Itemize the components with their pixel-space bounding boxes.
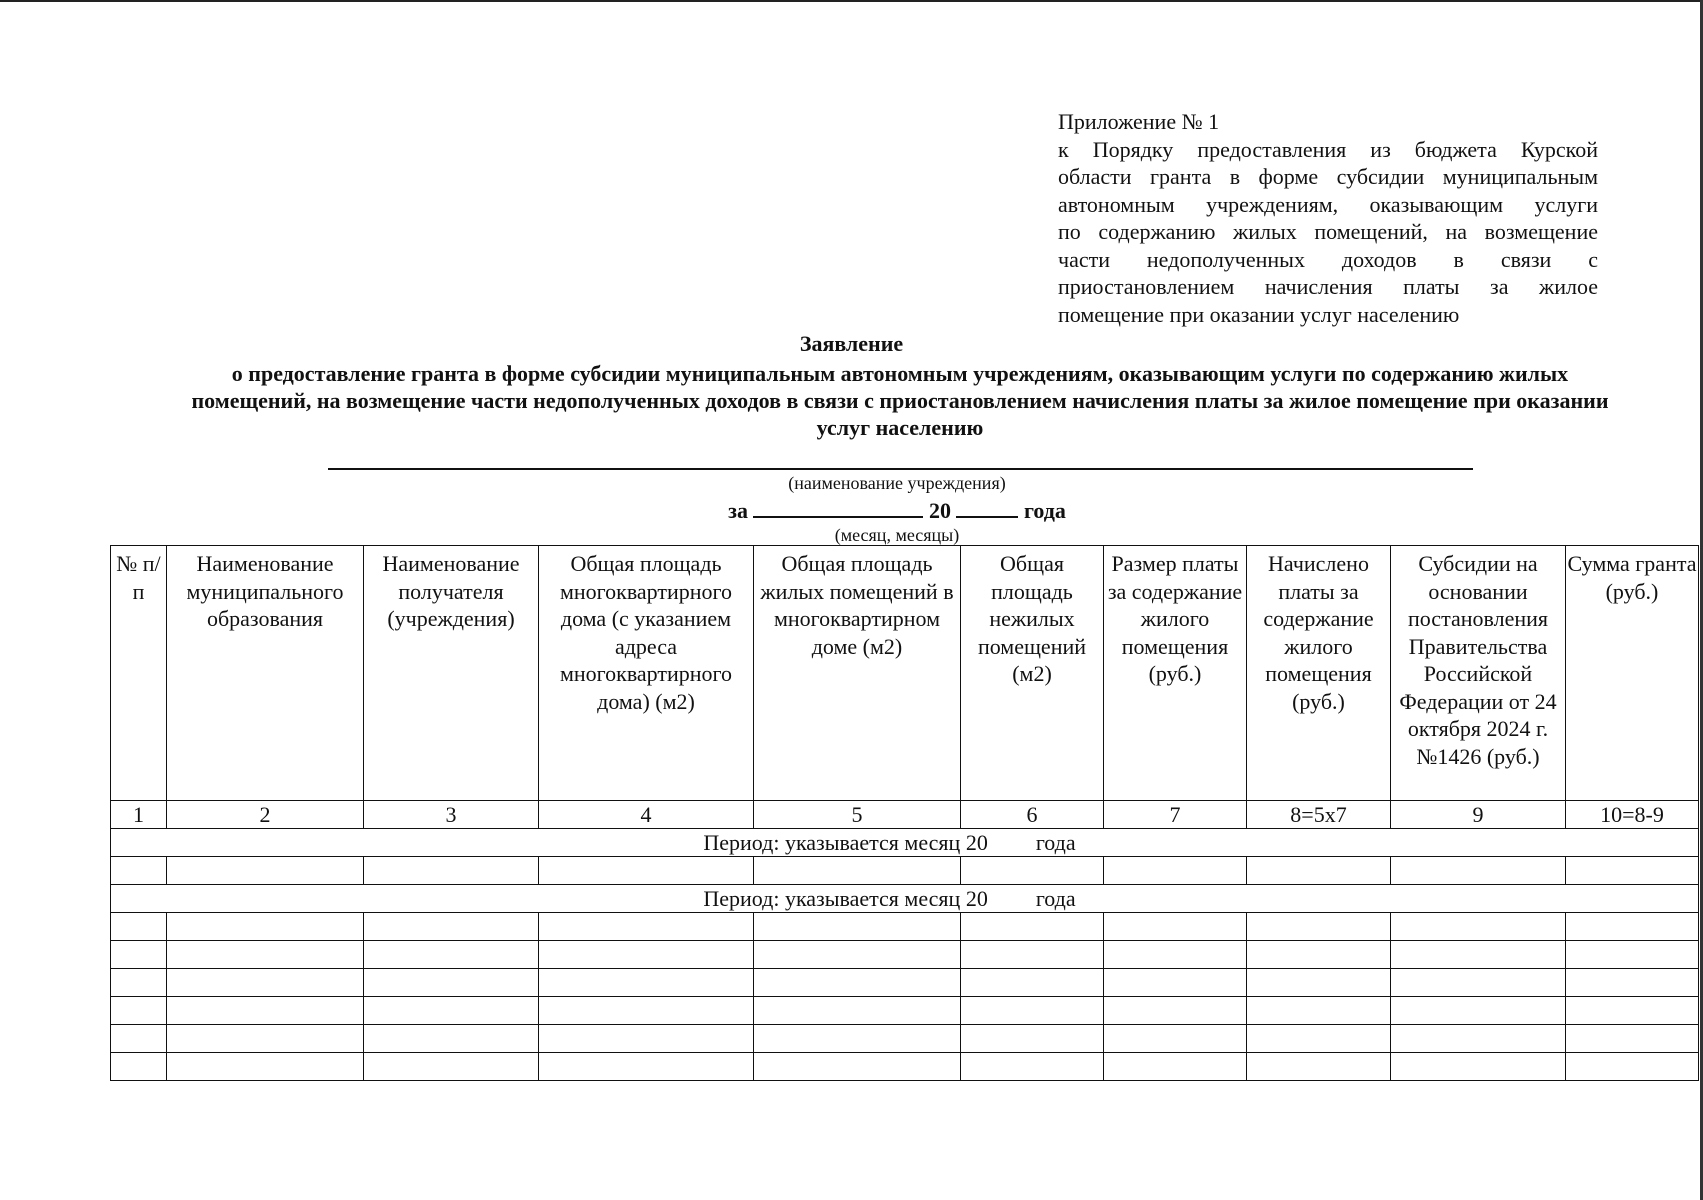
table-cell[interactable] (1247, 1053, 1391, 1081)
column-number: 9 (1391, 801, 1566, 829)
period-row-label (703, 885, 1075, 912)
table-cell[interactable] (1104, 969, 1247, 997)
table-row (111, 913, 1699, 941)
table-cell[interactable] (754, 913, 961, 941)
period-year-field[interactable] (956, 496, 1018, 518)
table-cell[interactable] (1391, 997, 1566, 1025)
period-year-prefix: 20 (928, 498, 951, 523)
institution-name-caption: (наименование учреждения) (788, 473, 1006, 493)
table-cell[interactable] (754, 969, 961, 997)
header-cell: Начислено платы за содержание жилого помещения (руб.) (1247, 546, 1391, 801)
table-cell[interactable] (961, 969, 1104, 997)
period-prefix: за (728, 498, 748, 523)
table-cell[interactable] (754, 997, 961, 1025)
table-cell[interactable] (1247, 857, 1391, 885)
table-cell[interactable] (1566, 1025, 1699, 1053)
period-row-text: Период: указывается месяц 20 (703, 830, 988, 855)
column-number: 2 (167, 801, 364, 829)
header-cell: Общая площадь многоквартирного дома (с указанием адреса многоквартирного дома) (м2) (539, 546, 754, 801)
table-cell[interactable] (1391, 913, 1566, 941)
table-cell[interactable] (1566, 941, 1699, 969)
page-border-top (0, 0, 1703, 2)
table-cell[interactable] (167, 1053, 364, 1081)
appendix-line: приостановлением начисления платы за жилое (1058, 274, 1598, 299)
table-row (111, 1025, 1699, 1053)
table-cell[interactable] (364, 857, 539, 885)
table-cell[interactable] (167, 913, 364, 941)
table-cell[interactable] (364, 1053, 539, 1081)
table-cell[interactable] (1391, 969, 1566, 997)
header-cell: Общая площадь нежилых помещений (м2) (961, 546, 1104, 801)
column-number: 3 (364, 801, 539, 829)
column-number: 10=8-9 (1566, 801, 1699, 829)
table-cell[interactable] (1566, 969, 1699, 997)
table-cell[interactable] (1104, 997, 1247, 1025)
header-cell: Общая площадь жилых помещений в многоквартирном доме (м2) (754, 546, 961, 801)
table-row (111, 857, 1699, 885)
header-cell: Размер платы за содержание жилого помещения (руб.) (1104, 546, 1247, 801)
table-cell[interactable] (1247, 1025, 1391, 1053)
grant-table (110, 545, 1699, 1081)
period-month-field[interactable] (753, 496, 923, 518)
table-cell[interactable] (961, 1053, 1104, 1081)
table-cell[interactable] (539, 941, 754, 969)
header-cell: № п/п (111, 546, 167, 801)
column-number: 5 (754, 801, 961, 829)
table-cell[interactable] (364, 941, 539, 969)
table-cell[interactable] (1566, 1053, 1699, 1081)
table-cell[interactable] (1566, 913, 1699, 941)
column-number: 8=5х7 (1247, 801, 1391, 829)
table-cell[interactable] (754, 1025, 961, 1053)
table-cell[interactable] (1247, 997, 1391, 1025)
header-cell: Наименование муниципального образования (167, 546, 364, 801)
column-number: 4 (539, 801, 754, 829)
table-cell[interactable] (167, 857, 364, 885)
table-row (111, 1053, 1699, 1081)
table-cell[interactable] (1391, 857, 1566, 885)
table-cell[interactable] (539, 857, 754, 885)
table-cell[interactable] (539, 1053, 754, 1081)
table-cell[interactable] (539, 913, 754, 941)
table-cell[interactable] (1104, 941, 1247, 969)
appendix-line: части недополученных доходов в связи с (1058, 246, 1598, 272)
period-row-label (703, 829, 1075, 856)
period-suffix: года (1023, 498, 1066, 523)
appendix-line: к Порядку предоставления из бюджета Курской (1058, 136, 1598, 162)
institution-name-field[interactable] (328, 468, 1473, 470)
header-cell: Наименование получателя (учреждения) (364, 546, 539, 801)
table-cell[interactable] (1391, 1025, 1566, 1053)
table-cell[interactable] (111, 1053, 167, 1081)
table-cell[interactable] (111, 857, 167, 885)
appendix-line: Приложение № 1 (1058, 109, 1220, 134)
table-cell[interactable] (1247, 941, 1391, 969)
table-cell[interactable] (961, 997, 1104, 1025)
period-caption: (месяц, месяцы) (834, 525, 960, 545)
document-title: Заявление (799, 331, 904, 356)
table-cell[interactable] (167, 941, 364, 969)
table-cell[interactable] (364, 913, 539, 941)
table-row (111, 941, 1699, 969)
period-row (111, 885, 1699, 913)
table-cell[interactable] (539, 969, 754, 997)
document-subtitle: о предоставление гранта в форме субсидии муниципальным автономным учреждениям, оказывающим услуги по содержанию жилых помещений, на возмещение части недополученных доходов в связи с приостановлением начисления платы за жилое помещение при оказании услуг населению (191, 361, 1609, 440)
table-cell[interactable] (111, 913, 167, 941)
table-cell[interactable] (539, 997, 754, 1025)
table-cell[interactable] (961, 941, 1104, 969)
appendix-line: помещение при оказании услуг населению (1058, 301, 1460, 327)
table-cell[interactable] (1104, 913, 1247, 941)
period-row-cell (111, 829, 1699, 857)
header-cell: Сумма гранта (руб.) (1566, 546, 1699, 801)
appendix-line: автономным учреждениям, оказывающим услуги (1058, 191, 1598, 217)
table-cell[interactable] (754, 941, 961, 969)
table-cell[interactable] (754, 1053, 961, 1081)
table-cell[interactable] (364, 997, 539, 1025)
table-cell[interactable] (1104, 1025, 1247, 1053)
table-cell[interactable] (961, 857, 1104, 885)
column-number: 6 (961, 801, 1104, 829)
table-cell[interactable] (1391, 941, 1566, 969)
table-row (111, 997, 1699, 1025)
table-cell[interactable] (111, 997, 167, 1025)
table-cell[interactable] (111, 1025, 167, 1053)
table-cell[interactable] (111, 941, 167, 969)
period-row-text: Период: указывается месяц 20 (703, 886, 988, 911)
table-cell[interactable] (1566, 857, 1699, 885)
table-cell[interactable] (1247, 969, 1391, 997)
column-number-row (111, 801, 1699, 829)
table-row (111, 969, 1699, 997)
header-cell: Субсидии на основании постановления Правительства Российской Федерации от 24 октября 2024 г. №1426 (руб.) (1391, 546, 1566, 801)
table-cell[interactable] (961, 1025, 1104, 1053)
table-cell[interactable] (754, 857, 961, 885)
appendix-block (1058, 108, 1598, 328)
period-row-cell (111, 885, 1699, 913)
table-cell[interactable] (1104, 857, 1247, 885)
period-row (111, 829, 1699, 857)
period-row-suffix: года (1035, 886, 1076, 911)
appendix-line: по содержанию жилых помещений, на возмещение (1058, 219, 1598, 244)
period-row-suffix: года (1035, 830, 1076, 855)
table-cell[interactable] (111, 969, 167, 997)
table-cell[interactable] (167, 1025, 364, 1053)
table-cell[interactable] (1566, 997, 1699, 1025)
table-cell[interactable] (1104, 1053, 1247, 1081)
table-cell[interactable] (539, 1025, 754, 1053)
table-cell[interactable] (961, 913, 1104, 941)
table-cell[interactable] (364, 1025, 539, 1053)
table-cell[interactable] (167, 997, 364, 1025)
column-number: 1 (111, 801, 167, 829)
table-header-row (111, 546, 1699, 801)
appendix-line: области гранта в форме субсидии муниципальным (1058, 164, 1598, 189)
table-cell[interactable] (1391, 1053, 1566, 1081)
table-cell[interactable] (364, 969, 539, 997)
table-cell[interactable] (1247, 913, 1391, 941)
column-number: 7 (1104, 801, 1247, 829)
period-statement (0, 496, 1703, 525)
table-cell[interactable] (167, 969, 364, 997)
